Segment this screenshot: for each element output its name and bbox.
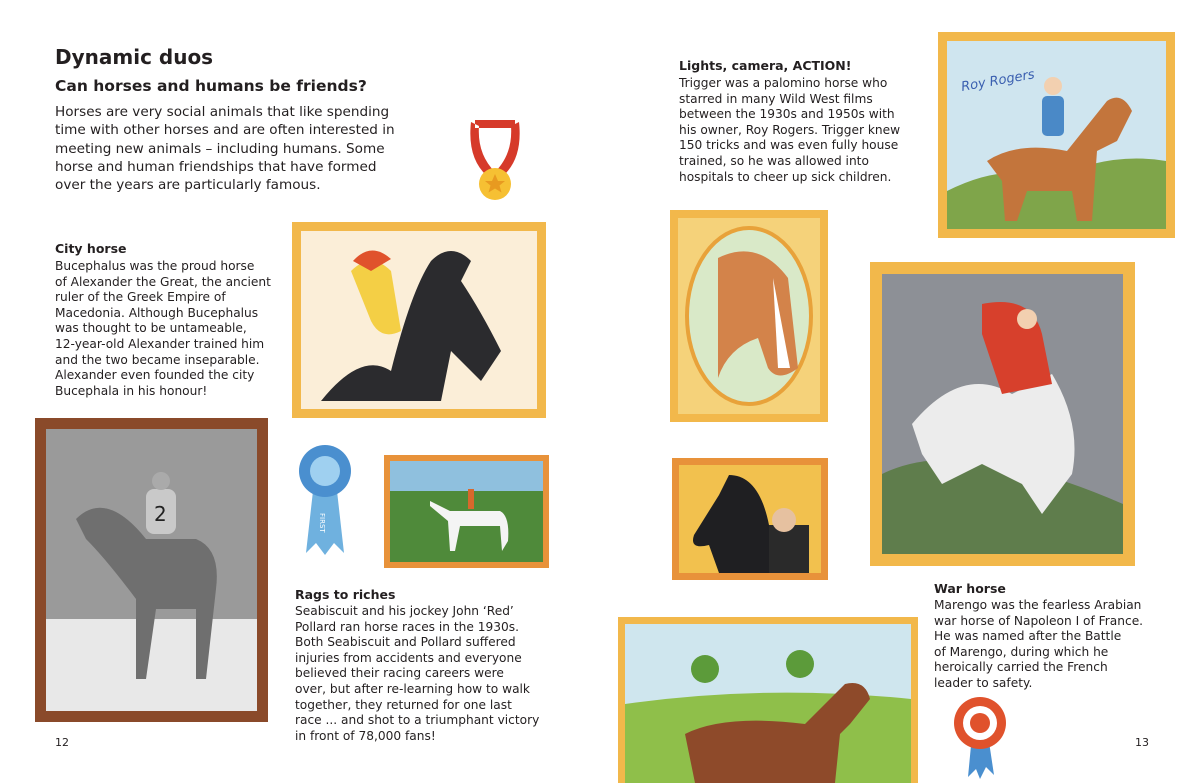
war-horse-heading: War horse [934, 581, 1006, 596]
rags-body: Seabiscuit and his jockey John ‘Red’ Pollard ran horse races in the 1930s. Both Seabiscuit and Pollard suffered injuries from accidents and everyone believed their racing careers were over, but after re-learning how to walk together, they returned for one last race ... and shot to a triumphant victory in front of 78,000 fans! [295, 604, 540, 743]
lights-heading: Lights, camera, ACTION! [679, 58, 852, 73]
rags-heading: Rags to riches [295, 587, 396, 602]
seabiscuit-painting [35, 418, 268, 722]
page-subtitle: Can horses and humans be friends? [55, 77, 367, 95]
blue-rosette-illustration [298, 443, 352, 560]
city-horse-body: Bucephalus was the proud horse of Alexander the Great, the ancient ruler of the Greek Empire of Macedonia. Although Bucephalus was thought to be untameable, 12-year-old Alexander trained him and the two became inseparable. Alexander even founded the city Bucephala in his honour! [55, 259, 271, 398]
alexander-bucephalus-painting [292, 222, 546, 418]
jockey-number: 2 [154, 502, 167, 526]
city-horse-heading: City horse [55, 241, 127, 256]
page-title: Dynamic duos [55, 45, 214, 69]
medal-illustration [463, 118, 527, 202]
oval-horse-portrait [670, 210, 828, 422]
page-number-left: 12 [55, 736, 69, 749]
rosette-text: FIRST [318, 513, 326, 533]
lights-body: Trigger was a palomino horse who starred in many Wild West films between the 1930s and 1950s with his owner, Roy Rogers. Trigger knew 150 tricks and was even fully house trained, so he was allowed into hospitals to cheer up sick children. [679, 76, 901, 184]
war-horse-body: Marengo was the fearless Arabian war horse of Napoleon I of France. He was named after the Battle of Marengo, during which he heroically carried the French leader to safety. [934, 598, 1144, 690]
brown-horse-landscape-painting [618, 617, 918, 783]
red-rosette-illustration [950, 695, 1010, 779]
napoleon-marengo-painting [870, 262, 1135, 566]
black-horse-painting [672, 458, 828, 580]
trigger-roy-rogers-painting [938, 32, 1175, 238]
white-horse-painting [384, 455, 549, 568]
page-number-right: 13 [1135, 736, 1149, 749]
roy-rogers-signature: Roy Rogers [960, 67, 1036, 95]
intro-text: Horses are very social animals that like spending time with other horses and are often interested in meeting new animals – including humans. Some horse and human friendships that have formed over the years are particularly famous. [55, 104, 395, 194]
